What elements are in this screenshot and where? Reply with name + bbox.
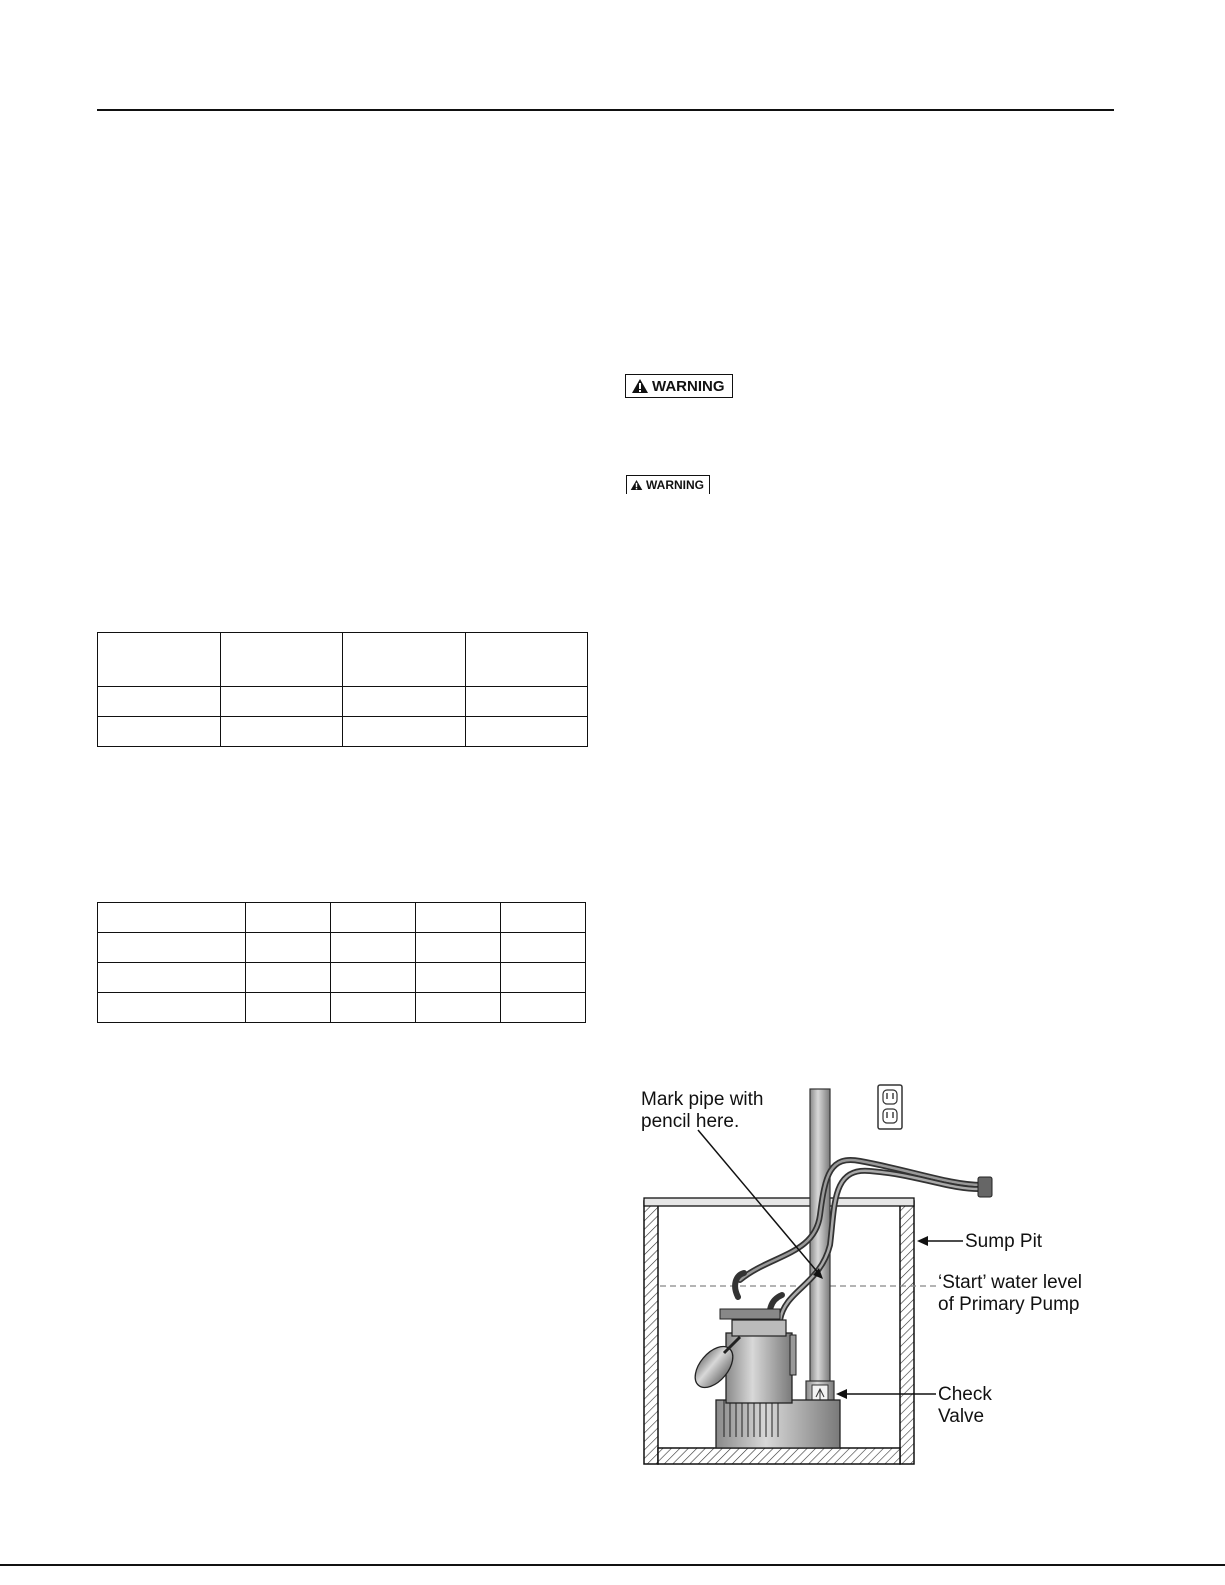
table-row (98, 717, 588, 747)
label-line: pencil here. (641, 1111, 740, 1132)
footer-rule (0, 1564, 1225, 1566)
table-cell (98, 933, 246, 963)
table-cell (501, 963, 586, 993)
table-cell (331, 963, 416, 993)
warning-badge (625, 374, 733, 398)
table-cell (501, 903, 586, 933)
label-line: ‘Start’ water level (938, 1272, 1082, 1293)
table-cell (465, 633, 588, 687)
table-cell (246, 963, 331, 993)
warning-badge (626, 475, 710, 494)
table-cell (98, 717, 221, 747)
warning-triangle-icon (631, 378, 649, 394)
table-cell (331, 933, 416, 963)
sump-pump-diagram (620, 1075, 1120, 1475)
table-cell (246, 993, 331, 1023)
table-cell (246, 903, 331, 933)
table-cell (246, 933, 331, 963)
check-valve-label (938, 1384, 992, 1428)
warning-label: WARNING (646, 478, 704, 492)
warning-triangle-icon (630, 479, 643, 491)
table-cell (343, 687, 466, 717)
table-cell (98, 903, 246, 933)
table-cell (220, 717, 343, 747)
label-line: Mark pipe with (641, 1089, 764, 1110)
label-line: Check (938, 1384, 992, 1405)
table-header-row (98, 633, 588, 687)
table-cell (501, 993, 586, 1023)
arrow-left-icon (917, 1236, 928, 1246)
table-cell (331, 903, 416, 933)
table-cell (98, 993, 246, 1023)
table-cell (501, 933, 586, 963)
warning-label: WARNING (652, 377, 725, 395)
label-line: of Primary Pump (938, 1294, 1080, 1315)
table-cell (416, 933, 501, 963)
table-cell (416, 903, 501, 933)
table-row (98, 963, 586, 993)
table-cell (220, 633, 343, 687)
table-cell (220, 687, 343, 717)
table-row (98, 993, 586, 1023)
table-cell (98, 963, 246, 993)
plug (978, 1177, 992, 1197)
table-cell (343, 633, 466, 687)
table-cell (465, 717, 588, 747)
arrow-left-icon (836, 1389, 847, 1399)
table-cell (343, 717, 466, 747)
spec-table-2 (97, 902, 586, 1023)
mark-pipe-label (641, 1089, 764, 1133)
table-cell (416, 963, 501, 993)
start-water-level-label (938, 1272, 1082, 1316)
label-line: Valve (938, 1406, 985, 1427)
spec-table-1 (97, 632, 588, 747)
table-cell (416, 993, 501, 1023)
sump-pit-label: Sump Pit (965, 1231, 1043, 1252)
table-cell (98, 687, 221, 717)
table-header-row (98, 903, 586, 933)
table-row (98, 687, 588, 717)
table-row (98, 933, 586, 963)
table-cell (98, 633, 221, 687)
header-rule (97, 109, 1114, 111)
discharge-pipe (804, 1089, 836, 1425)
table-cell (465, 687, 588, 717)
table-cell (331, 993, 416, 1023)
electrical-outlet-icon (878, 1085, 902, 1129)
